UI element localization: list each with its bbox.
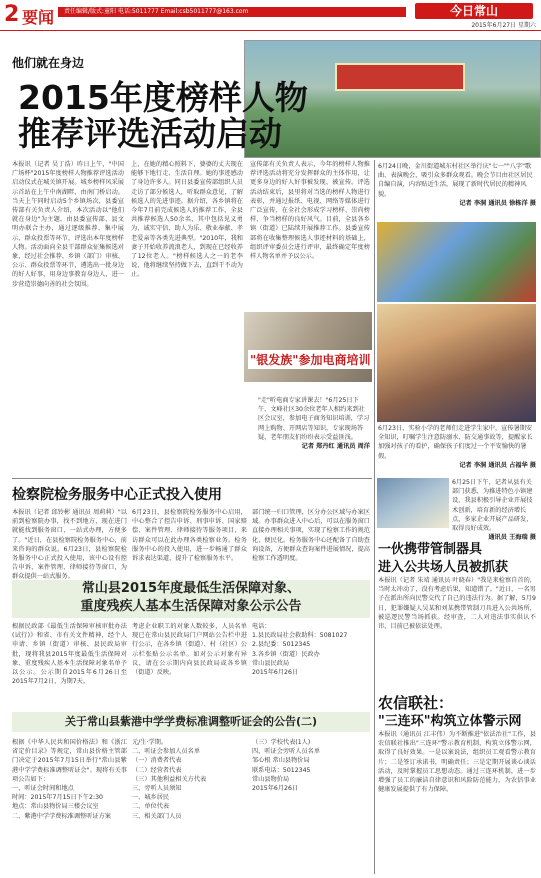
lead-col1: 本报讯（记者 吴丁浩）昨日上午，"中国广场杯"2015年度榜样人物推荐评选活动启动仪式在城关镇开展。城乡榜样风采展示首站在上午中南湖畔，由南门桥启动。当天上午同时启动5个乡镇场次，县委宣传部有关负责人介绍，本次活动以"他们就在身边"为主题，由县委宣传部、县文明办联合主办，通过逐级推荐、集中展示、群众投票等环节，评选出本年度榜样人物。活动面向全县干部群众征集候选对象，经过社会推荐、乡镇（部门）审核、公示、群众投票等环节，遴选出一批身边的好人好事，用身边事教育身边人，进一步营造崇德向善的社会氛围。 bbox=[12, 161, 124, 288]
right-mid-caption-text: 6月23日，实验小学的老师们走进学生家中，宣传暑期安全知识，叮嘱学生注意防溺水、防交通事故等，提醒家长加强对孩子的看护，确保孩子们度过一个平安愉快的暑假。 bbox=[378, 425, 533, 460]
right-mid-byline: 记者 李洞 通讯员 占福华 摄 bbox=[459, 461, 536, 469]
wage-title-line2: 重度残疾人基本生活保障对象公示公告 bbox=[80, 599, 302, 614]
wage-title-line1: 常山县2015年度最低生活保障对象、 bbox=[81, 581, 301, 596]
procurator-rule bbox=[12, 478, 372, 479]
right-mid-caption bbox=[378, 424, 536, 476]
lead-headline bbox=[18, 80, 308, 152]
yinfa-caption bbox=[258, 396, 370, 476]
column-divider bbox=[374, 160, 375, 874]
group-body: 本报讯（记者 朱靖 通讯员 叶晓春）"我是来检察自首的，当时太冲动了，没有考虑后果，知道错了。"近日，一名男子在派出所向民警交代了自己的违法行为。据了解，5月9日，犯罪嫌疑人吴某和刘某携带管制刀具进入公共场所，被巡逻民警当场抓获。经审查，二人对违法事实供认不讳，目前已被依法处理。 bbox=[378, 577, 536, 631]
wage-col1: 根据民政部《最低生活保障审核审批办法(试行)》和省、市有关文件精神，经个人申请、乡镇（街道）审核、县民政局审批，现将我县2015年度最低生活保障对象、重度残疾人基本生活保障对象名单予以公示。公示期自2015年6月26日至2015年7月2日，为期7天。 bbox=[12, 623, 127, 686]
yinfa-byline: 记者 郑丹红 通讯员 周洋 bbox=[301, 443, 370, 451]
right-mid2-photo bbox=[377, 478, 449, 528]
lead-headline-line2: 推荐评选活动启动 bbox=[18, 114, 282, 153]
group-title-line1: 一伙携带管制器具 bbox=[378, 542, 483, 557]
header-rule bbox=[0, 30, 541, 31]
group-title-line2: 进入公共场人员被抓获 bbox=[378, 560, 509, 575]
notice-col2: 元/生·学期。 二、听证会参加人员名单 （一）消费者代表 （二）经营者代表 （三）其他利益相关方代表 三、旁听人员须知 一、城乡居民 二、单位代表 三、相关部门人员 bbox=[132, 739, 207, 820]
section-name: 要闻 bbox=[22, 8, 55, 27]
wage-col2: 考虑企业职工的对象人数较多，人员名单现已在常山县民政局门户网站公告栏中进行公示，在各乡镇（街道）、村（社区）公示栏张贴公示名单。如对公示对象有异议，请在公示期内向县民政局或各乡镇（街道）反映。 bbox=[132, 623, 247, 677]
newspaper-logo: 今日常山 bbox=[415, 3, 533, 19]
procurator-col2: 6月23日，县检察院检务服务中心启用，中心整合了控告申诉、刑事申诉、国家赔偿、案件管理、律师接待等服务项目，来访群众可以在此办理各类检察业务。检务服务中心的投入使用，进一步畅通了群众诉求表达渠道，提升了检察服务水平。 bbox=[132, 509, 247, 563]
page-header bbox=[0, 0, 541, 30]
lead-photo-banner bbox=[335, 63, 465, 91]
editors-line: 责任编辑/版式:童阳 电话:5011777 Email:csb5011777@163.com bbox=[64, 8, 249, 15]
yinfa-title: "银发族"参加电商培训 bbox=[248, 350, 373, 369]
right-mid-photo bbox=[377, 304, 536, 422]
yinfa-spacer bbox=[244, 398, 256, 474]
rural-credit-body: 本报讯（通讯员 江丰伟）为不断推进"依法治社"工作，县农信联社推出"三连环"警示教育机制，构筑立体警示网，取得了良好效果。一是以案说法，组织员工观看警示教育片；二是签订承诺书，明确责任；三是定期开展谈心谈话活动，及时掌握员工思想动态。通过三连环机制，进一步增强了员工的廉洁自律意识和风险防范能力，为农信事业健康发展提供了有力保障。 bbox=[378, 731, 536, 794]
procurator-title: 检察院检务服务中心正式投入使用 bbox=[12, 487, 222, 503]
yinfa-caption-text: "走"听电商专家讲课去！"6月25日下午，文峰社区30余位老年人相约来到社区会议室，参加电子商务知识培训，学习网上购物、开网店等知识，专家现场答疑，老年朋友们纷纷表示受益匪浅。 bbox=[258, 397, 370, 441]
lead-col2: 上，在她的精心照料下，婆婆的丈夫现在能够下地行走、生活自理。她的事迹感动了身边许多人。同日县委宣传部组织人员走访了部分候选人，听取群众意见，了解候选人的先进事迹。据介绍，各乡镇将在今年7月前完成候选人的推荐工作，全县共推荐候选人50余名，其中包括见义勇为、诚实守信、助人为乐、敬业奉献、孝老爱亲等各类先进典型。"2010年，我和妻子开始收养流浪老人，到现在已经收养了12位老人。"榜样候选人之一的老李说，他将继续坚持做下去，直到干不动为止。 bbox=[131, 161, 243, 279]
notice-col3: （三）学校代表(1人) 四、听证会旁听人员名单 邹心根 常山县物价局 联系电话：5012345 常山县物价局 2015年6月26日 bbox=[252, 739, 321, 793]
procurator-col1: 本报讯（记者 邱铃彬 通讯员 周莉莉）"以前到检察院办事，找不到地方，现在进门就能找到服务窗口，一站式办理，方便多了。"近日，在县检察院检务服务中心，前来咨询的群众说。6月23日，县检察院检务服务中心正式投入使用，该中心设有控告申诉、案件管理、律师接待等窗口，为群众提供一站式服务。 bbox=[12, 509, 127, 581]
page-number: 2 bbox=[4, 2, 20, 27]
right-mid2-caption-text: 6月25日下午，记者从县有关部门获悉，为推进特色小镇建设，我县积极引导企业开展技术创新，培育新的经济增长点，多家企业开展产品研发，取得良好成效。 bbox=[452, 479, 533, 533]
wage-title bbox=[12, 580, 370, 616]
rural-credit-title-line1: 农信联社： bbox=[378, 694, 454, 712]
wage-col3: 电话： 1.县民政局社会救助科：5081027 2.县纪委：5012345 3.各乡镇（街道）民政办 常山县民政局 2015年6月26日 bbox=[252, 623, 348, 677]
right-top-caption-text: 6月24日晚，金川街道城东村社区举行庆"七一""八字"歌曲、表演晚会，吸引众多群众观看。晚会节目由社区居民自编自演，内容贴近生活，展现了新时代居民的精神风貌。 bbox=[378, 163, 533, 198]
lead-headline-line1: 2015年度榜样人物 bbox=[18, 78, 308, 117]
rural-credit-title-line2: "三连环"构筑立体警示网 bbox=[378, 714, 522, 729]
right-mid2-caption bbox=[452, 478, 536, 542]
notice-col1: 根据《中华人民共和国价格法》和《浙江省定价目录》等规定，常山县价格主管部门决定于2015年7月15日举行"常山县紫港中学学费标准调整听证会"。现将有关事项公告如下： 一、听证会时间和地点 时间：2015年7月15日下午2:30 地点：常山县物价局三楼会议室 二、紫港中学学费标准调整听证方案 bbox=[12, 739, 127, 820]
dateline: 2015年6月27日 星期六 bbox=[471, 22, 536, 29]
lead-kicker: 他们就在身边 bbox=[12, 56, 85, 70]
right-top-caption bbox=[378, 162, 536, 220]
right-top-byline: 记者 李洞 通讯员 徐栋洋 摄 bbox=[459, 199, 536, 207]
lead-col3: 宣传部有关负责人表示，今年的榜样人物推荐评选活动将充分发挥群众的主体作用，让更多身边的好人好事被发现、被宣传。评选活动结束后，县里将对当选的榜样人物进行表彰，并通过报纸、电视、网络等媒体进行广泛宣传，在全社会形成学习榜样、崇尚榜样、争当榜样的良好风气。目前，全县各乡镇（街道）已陆续开展推荐工作。县委宣传部将在收集整理候选人事迹材料的基础上，组织评审委员会进行评审，最终确定年度榜样人物名单并予以公示。 bbox=[250, 161, 370, 261]
yinfa-photo bbox=[244, 312, 372, 382]
procurator-col3: 部门统一归口管理，区分办公区域与办案区域。办事群众进入中心后，可以在服务窗口直接办理相关事项，实现了检察工作的规范化、便民化。检务服务中心还配备了自助查询设备，方便群众查询案件进展情况，提高检察工作透明度。 bbox=[252, 509, 370, 563]
notice-title: 关于常山县紫港中学学费标准调整听证会的公告(二) bbox=[64, 715, 318, 728]
right-mid2-byline: 通讯员 王海瑞 摄 bbox=[488, 534, 536, 542]
right-top-photo bbox=[377, 222, 536, 302]
